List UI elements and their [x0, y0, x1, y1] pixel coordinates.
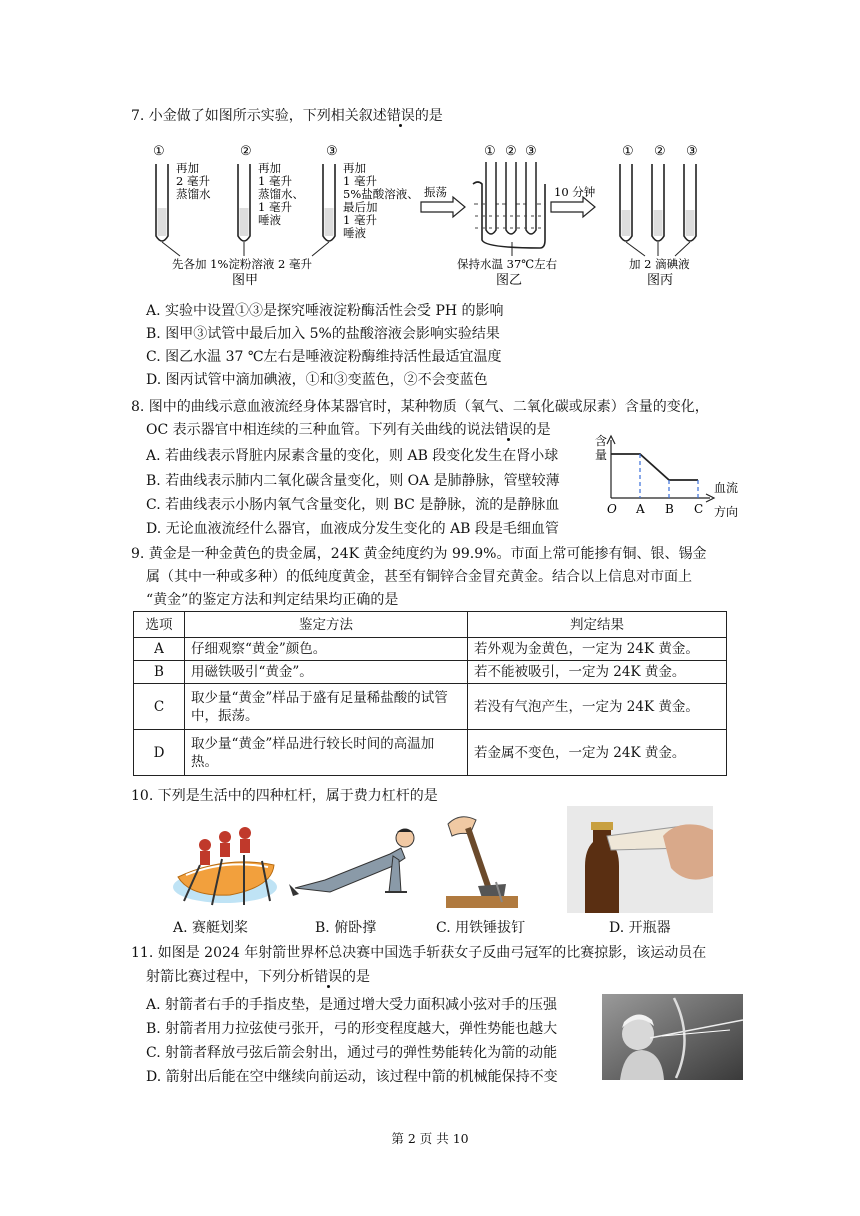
tube-3-text-6: 唾液 — [343, 226, 366, 240]
fig-yi-label: 图乙 — [496, 273, 523, 288]
q8-option-c: C. 若曲线表示小肠内氧气含量变化，则 BC 是静脉，流的是静脉血 — [146, 497, 560, 513]
q8-option-a: A. 若曲线表示肾脏内尿素含量的变化，则 AB 段变化发生在肾小球 — [146, 448, 559, 464]
add-starch-label: 先各加 1%淀粉溶液 2 毫升 — [172, 257, 313, 271]
tube-1-text-2: 2 毫升 — [176, 174, 210, 188]
row-d-result: 若金属不变色，一定为 24K 黄金。 — [468, 730, 727, 776]
chart-xlabel-2: 方向 — [714, 505, 739, 519]
starch-solution-3 — [325, 208, 334, 236]
header-result: 判定结果 — [468, 612, 727, 638]
q7-experiment-figure — [140, 138, 740, 290]
ten-minutes-arrow — [551, 197, 595, 217]
q11-option-c: C. 射箭者释放弓弦后箭会射出，通过弓的弹性势能转化为箭的动能 — [146, 1045, 558, 1061]
beaker-tube-2-label: ② — [505, 144, 517, 159]
row-c-option: C — [134, 684, 185, 730]
claw-hammer-image — [442, 812, 520, 910]
shake-arrow — [421, 197, 465, 217]
q8-stem-line1: 8. 图中的曲线示意血液流经身体某器官时，某种物质（氧气、二氧化碳或尿素）含量的变化， — [131, 399, 709, 415]
q9-stem-line3: “黄金”的鉴定方法和判定结果均正确的是 — [146, 592, 399, 608]
q10-caption-a: A. 赛艇划桨 — [173, 920, 249, 936]
starch-solution-1 — [158, 208, 167, 236]
q9-table — [133, 611, 727, 776]
ten-minutes-label: 10 分钟 — [554, 185, 596, 199]
tube-3-text-2: 1 毫升 — [343, 174, 377, 188]
row-b-result: 若不能被吸引，一定为 24K 黄金。 — [468, 661, 727, 684]
q10-stem: 10. 下列是生活中的四种杠杆，属于费力杠杆的是 — [131, 788, 438, 804]
chart-ylabel-1: 含 — [595, 434, 608, 448]
row-d-option: D — [134, 730, 185, 776]
bing-tube-2-label: ② — [654, 144, 666, 159]
row-a-method: 仔细观察“黄金”颜色。 — [185, 638, 468, 661]
tube-2-text-1: 再加 — [258, 161, 281, 175]
tube-3-text-4: 最后加 — [343, 200, 378, 214]
row-d-method: 取少量“黄金”样品进行较长时间的高温加热。 — [185, 730, 468, 776]
tube-3-text-3: 5%盐酸溶液、 — [343, 187, 419, 201]
q10-caption-c: C. 用铁锤拔钉 — [436, 920, 526, 936]
beaker-tube-3-label: ③ — [525, 144, 537, 159]
q8-stem-line2: OC 表示器官中相连续的三种血管。下列有关曲线的说法错误的是 — [146, 422, 551, 438]
tube-3-label: ③ — [326, 144, 338, 159]
push-up-image — [285, 822, 425, 910]
tube-1-label: ① — [153, 144, 165, 159]
chart-ylabel-2: 量 — [595, 448, 608, 462]
row-a-result: 若外观为金黄色，一定为 24K 黄金。 — [468, 638, 727, 661]
table-row — [134, 661, 727, 684]
tick-o: O — [607, 502, 617, 516]
header-option: 选项 — [134, 612, 185, 638]
q7-option-d: D. 图丙试管中滴加碘液，①和③变蓝色，②不会变蓝色 — [146, 372, 488, 388]
tick-a: A — [636, 502, 645, 516]
q7-option-c: C. 图乙水温 37 ℃左右是唾液淀粉酶维持活性最适宜温度 — [146, 349, 502, 365]
fig-bing-label: 图丙 — [647, 273, 674, 288]
shake-label: 振荡 — [424, 185, 447, 199]
content-curve — [611, 454, 698, 480]
q7-stem: 7. 小金做了如图所示实验，下列相关叙述错误的是 — [131, 108, 443, 124]
tube-1-text-1: 再加 — [176, 161, 199, 175]
row-c-method: 取少量“黄金”样品于盛有足量稀盐酸的试管中，振荡。 — [185, 684, 468, 730]
q10-caption-d: D. 开瓶器 — [609, 920, 671, 936]
tick-c: C — [694, 502, 704, 516]
row-a-option: A — [134, 638, 185, 661]
q11-option-d: D. 箭射出后能在空中继续向前运动，该过程中箭的机械能保持不变 — [146, 1069, 558, 1085]
tube-2-text-3: 蒸馏水、 — [258, 187, 304, 201]
q8-option-d: D. 无论血液流经什么器官，血液成分发生变化的 AB 段是毛细血管 — [146, 521, 559, 537]
q9-stem-line1: 9. 黄金是一种金黄色的贵金属，24K 黄金纯度约为 99.9%。市面上常可能掺有铜、银、锡金 — [131, 546, 707, 562]
table-row — [134, 730, 727, 776]
rowing-boat-image — [170, 815, 280, 911]
q8-option-b: B. 若曲线表示肺内二氧化碳含量变化，则 OA 是肺静脉，管壁较薄 — [146, 473, 560, 489]
page-footer: 第 2 页 共 10 — [391, 1131, 469, 1146]
row-c-result: 若没有气泡产生，一定为 24K 黄金。 — [468, 684, 727, 730]
tube-3-text-5: 1 毫升 — [343, 213, 377, 227]
tube-2-text-5: 唾液 — [258, 213, 281, 227]
tube-2-label: ② — [240, 144, 252, 159]
archer-photo — [602, 994, 743, 1080]
tick-b: B — [665, 502, 674, 516]
q11-stem-line1: 11. 如图是 2024 年射箭世界杯总决赛中国选手斩获女子反曲弓冠军的比赛掠影，该运动员在 — [131, 945, 707, 961]
q7-option-a: A. 实验中设置①③是探究唾液淀粉酶活性会受 PH 的影响 — [146, 303, 504, 319]
q11-stem-line2: 射箭比赛过程中，下列分析错误的是 — [146, 969, 370, 985]
table-row — [134, 684, 727, 730]
bing-tube-1-label: ① — [622, 144, 634, 159]
fig-jia-label: 图甲 — [232, 273, 259, 288]
q7-option-b: B. 图甲③试管中最后加入 5%的盐酸溶液会影响实验结果 — [146, 326, 500, 342]
add-iodine-label: 加 2 滴碘液 — [629, 257, 690, 271]
q9-stem-line2: 属（其中一种或多种）的低纯度黄金，甚至有铜锌合金冒充黄金。结合以上信息对市面上 — [146, 569, 692, 585]
tube-1-text-3: 蒸馏水 — [176, 187, 211, 201]
bing-tube-3-label: ③ — [686, 144, 698, 159]
row-b-method: 用磁铁吸引“黄金”。 — [185, 661, 468, 684]
q8-blood-flow-chart — [590, 432, 740, 520]
header-method: 鉴定方法 — [185, 612, 468, 638]
tube-2-text-4: 1 毫升 — [258, 200, 292, 214]
q7-emphasis: 错误 — [386, 108, 415, 124]
q10-caption-b: B. 俯卧撑 — [315, 920, 377, 936]
q11-option-a: A. 射箭者右手的手指皮垫，是通过增大受力面积减小弦对手的压强 — [146, 997, 558, 1013]
table-header-row — [134, 612, 727, 638]
tube-3-text-1: 再加 — [343, 161, 366, 175]
table-row — [134, 638, 727, 661]
row-b-option: B — [134, 661, 185, 684]
chart-xlabel-1: 血流 — [714, 481, 739, 495]
keep-temp-label: 保持水温 37℃左右 — [457, 257, 558, 271]
starch-solution-2 — [240, 208, 249, 236]
bottle-opener-image — [567, 806, 713, 913]
q11-option-b: B. 射箭者用力拉弦使弓张开，弓的形变程度越大，弹性势能也越大 — [146, 1021, 558, 1037]
beaker-tube-1-label: ① — [484, 144, 496, 159]
tube-2-text-2: 1 毫升 — [258, 174, 292, 188]
